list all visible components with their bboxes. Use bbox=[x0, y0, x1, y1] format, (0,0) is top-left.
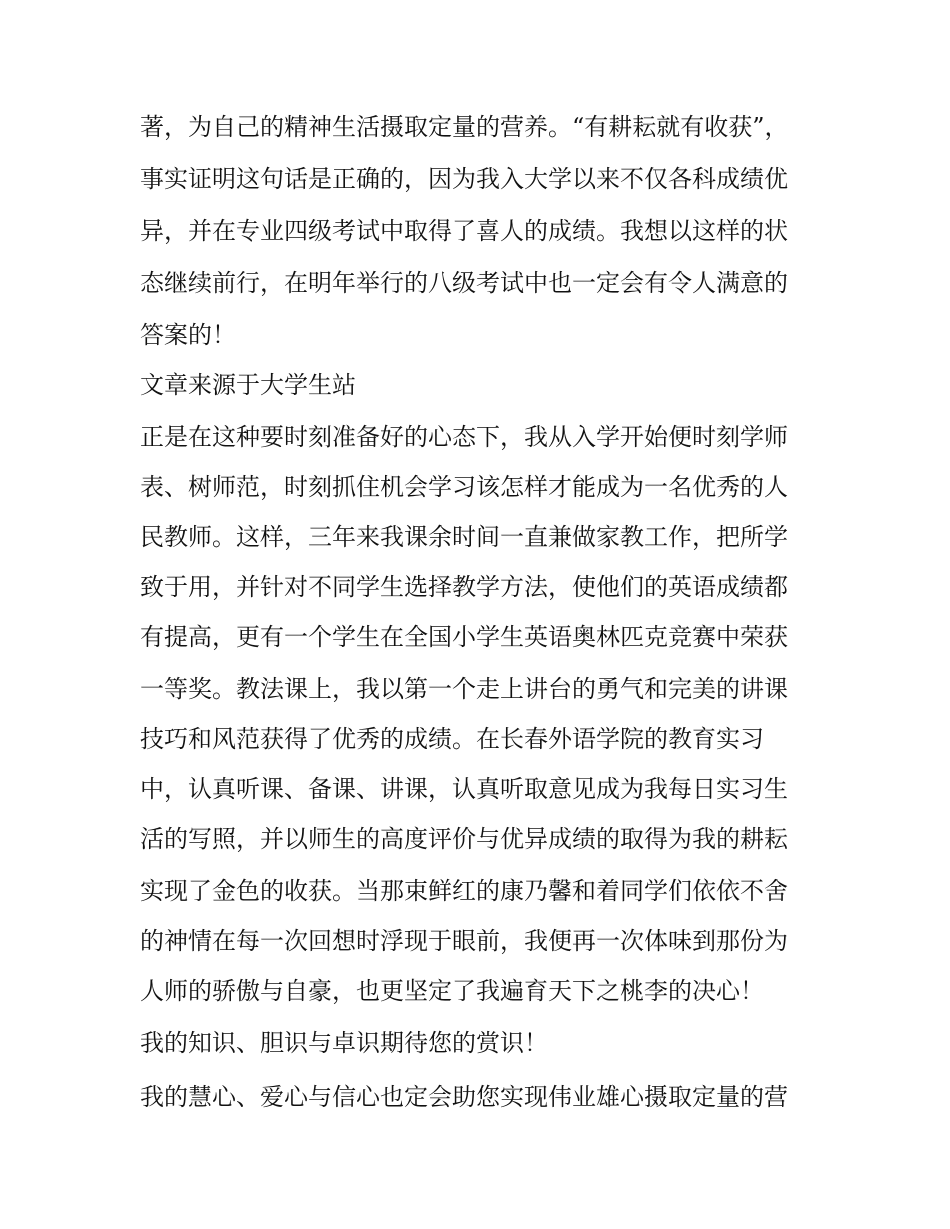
text-line: 技巧和风范获得了优秀的成绩。在长春外语学院的教育实习 bbox=[140, 725, 764, 753]
text-line: 异，并在专业四级考试中取得了喜人的成绩。我想以这样的状 bbox=[140, 217, 788, 245]
text-line: 文章来源于大学生站 bbox=[140, 371, 356, 399]
text-line: 致于用，并针对不同学生选择教学方法，使他们的英语成绩都 bbox=[140, 573, 788, 601]
text-line: 的神情在每一次回想时浮现于眼前，我便再一次体味到那份为 bbox=[140, 927, 788, 955]
text-line: 答案的！ bbox=[140, 321, 236, 349]
text-line: 我的慧心、爱心与信心也定会助您实现伟业雄心摄取定量的营 bbox=[140, 1083, 788, 1111]
text-line: 中，认真听课、备课、讲课，认真听取意见成为我每日实习生 bbox=[140, 775, 788, 803]
text-line: 我的知识、胆识与卓识期待您的赏识！ bbox=[140, 1029, 548, 1057]
text-line: 一等奖。教法课上，我以第一个走上讲台的勇气和完美的讲课 bbox=[140, 675, 788, 703]
text-line: 有提高，更有一个学生在全国小学生英语奥林匹克竞赛中荣获 bbox=[140, 623, 788, 651]
text-line: 民教师。这样，三年来我课余时间一直兼做家教工作，把所学 bbox=[140, 523, 788, 551]
text-line: 态继续前行，在明年举行的八级考试中也一定会有令人满意的 bbox=[140, 269, 788, 297]
text-line: 著，为自己的精神生活摄取定量的营养。“有耕耘就有收获”， bbox=[140, 113, 789, 141]
text-line: 人师的骄傲与自豪，也更坚定了我遍育天下之桃李的决心！ bbox=[140, 977, 764, 1005]
text-line: 活的写照，并以师生的高度评价与优异成绩的取得为我的耕耘 bbox=[140, 825, 788, 853]
text-line: 正是在这种要时刻准备好的心态下，我从入学开始便时刻学师 bbox=[140, 423, 788, 451]
text-line: 表、树师范，时刻抓住机会学习该怎样才能成为一名优秀的人 bbox=[140, 473, 788, 501]
text-line: 实现了金色的收获。当那束鲜红的康乃馨和着同学们依依不舍 bbox=[140, 877, 788, 905]
text-line: 事实证明这句话是正确的，因为我入大学以来不仅各科成绩优 bbox=[140, 165, 788, 193]
